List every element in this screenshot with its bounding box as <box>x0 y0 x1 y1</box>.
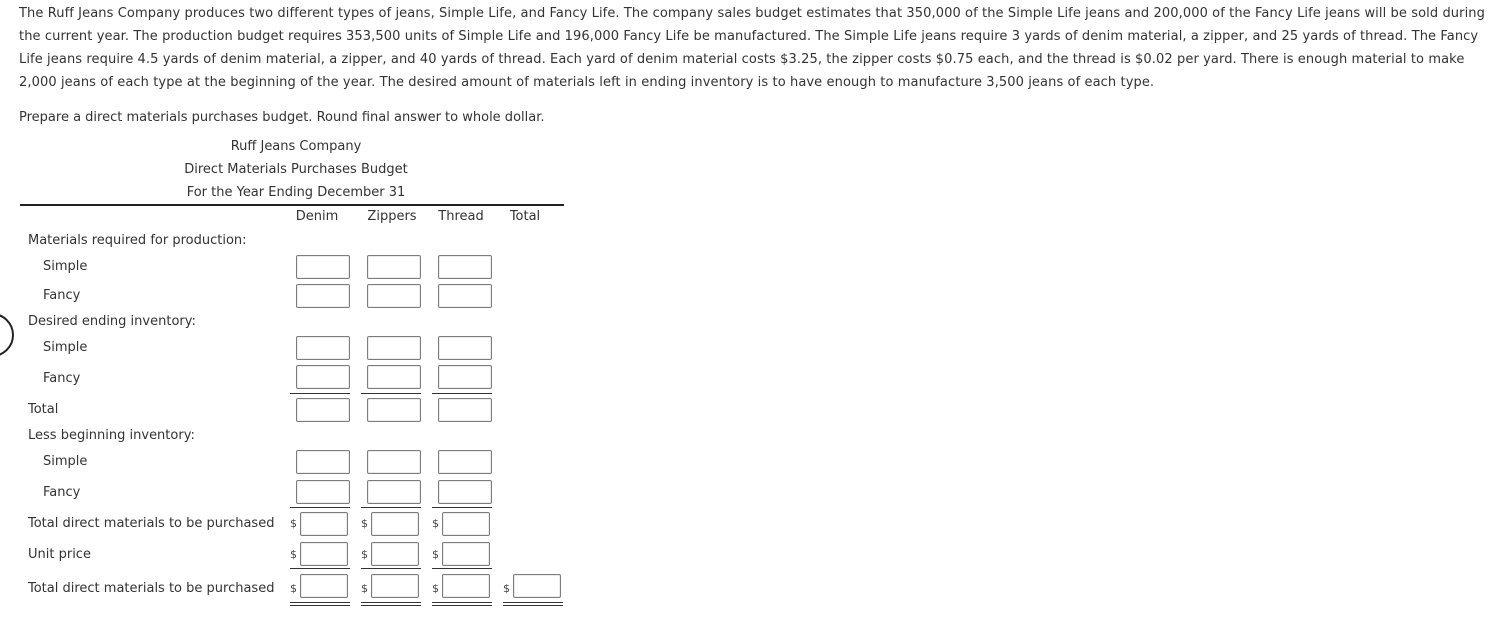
double-rule-zippers-bottom <box>361 605 421 606</box>
tdm1-denim-input[interactable] <box>300 512 348 536</box>
tdm2-total-dollar: $ <box>503 582 510 595</box>
row-label-de-fancy: Fancy <box>43 371 81 386</box>
row-label-mr-simple: Simple <box>43 259 88 274</box>
double-rule-total-top <box>503 602 563 603</box>
row-label-total-direct-1: Total direct materials to be purchased <box>28 516 275 531</box>
mr-simple-thread-input[interactable] <box>438 255 492 279</box>
column-header-total: Total <box>509 209 541 224</box>
column-header-denim: Denim <box>295 209 339 224</box>
tdm1-denim-dollar: $ <box>290 517 297 530</box>
purchases-rule-denim <box>290 507 350 508</box>
header-rule <box>20 204 564 206</box>
budget-period: For the Year Ending December 31 <box>186 185 406 200</box>
row-label-lb-simple: Simple <box>43 454 88 469</box>
de-simple-thread-input[interactable] <box>438 336 492 360</box>
row-label-lb-fancy: Fancy <box>43 485 81 500</box>
double-rule-denim-bottom <box>290 605 350 606</box>
double-rule-thread-top <box>432 602 492 603</box>
mr-fancy-thread-input[interactable] <box>438 284 492 308</box>
tdm2-zippers-input[interactable] <box>371 574 419 598</box>
double-rule-zippers-top <box>361 602 421 603</box>
tdm1-zippers-input[interactable] <box>371 512 419 536</box>
row-label-less-beginning: Less beginning inventory: <box>28 428 195 443</box>
mr-simple-denim-input[interactable] <box>296 255 350 279</box>
price-rule-thread <box>432 568 492 569</box>
row-label-de-simple: Simple <box>43 340 88 355</box>
row-label-total-direct-2: Total direct materials to be purchased <box>28 581 275 596</box>
lb-simple-thread-input[interactable] <box>438 450 492 474</box>
purchases-rule-thread <box>432 507 492 508</box>
lb-fancy-thread-input[interactable] <box>438 480 492 504</box>
total-denim-input[interactable] <box>296 398 350 422</box>
price-zippers-dollar: $ <box>361 548 368 561</box>
double-rule-denim-top <box>290 602 350 603</box>
de-simple-zippers-input[interactable] <box>367 336 421 360</box>
purchases-rule-zippers <box>361 507 421 508</box>
subtotal-rule-denim <box>290 393 350 394</box>
tdm2-total-input[interactable] <box>513 574 561 598</box>
tdm2-zippers-dollar: $ <box>361 582 368 595</box>
tdm2-denim-dollar: $ <box>290 582 297 595</box>
problem-text: The Ruff Jeans Company produces two different types of jeans, Simple Life, and Fancy Life. The company sales budget estimates that 350,000 of the Simple Life jeans and 200,000 of the Fancy Life jeans will be sold during the current year. The production budget requires 353,500 units of Simple Life and 196,000 Fancy Life be manufactured. The Simple Life jeans require 3 yards of denim material, a zipper, and 25 yards of thread. The Fancy Life jeans require 4.5 yards of denim material, a zipper, and 40 yards of thread. Each yard of denim material costs $3.25, the zipper costs $0.75 each, and the thread is $0.02 per yard. There is enough material to make 2,000 jeans of each type at the beginning of the year. The desired amount of materials left in ending inventory is to have enough to manufacture 3,500 jeans of each type. <box>19 6 1485 90</box>
lb-simple-zippers-input[interactable] <box>367 450 421 474</box>
tdm2-thread-input[interactable] <box>442 574 490 598</box>
total-zippers-input[interactable] <box>367 398 421 422</box>
price-zippers-input[interactable] <box>371 542 419 566</box>
row-label-desired-ending: Desired ending inventory: <box>28 314 196 329</box>
price-denim-dollar: $ <box>290 548 297 561</box>
lb-simple-denim-input[interactable] <box>296 450 350 474</box>
row-label-mr-fancy: Fancy <box>43 288 81 303</box>
lb-fancy-zippers-input[interactable] <box>367 480 421 504</box>
tdm1-zippers-dollar: $ <box>361 517 368 530</box>
tdm2-thread-dollar: $ <box>432 582 439 595</box>
de-fancy-thread-input[interactable] <box>438 365 492 389</box>
double-rule-total-bottom <box>503 605 563 606</box>
row-label-unit-price: Unit price <box>28 547 91 562</box>
lb-fancy-denim-input[interactable] <box>296 480 350 504</box>
double-rule-thread-bottom <box>432 605 492 606</box>
edge-circle-icon <box>0 313 14 357</box>
price-rule-zippers <box>361 568 421 569</box>
company-name: Ruff Jeans Company <box>230 139 362 154</box>
row-label-total: Total <box>28 402 59 417</box>
column-header-zippers: Zippers <box>367 209 417 224</box>
total-thread-input[interactable] <box>438 398 492 422</box>
price-rule-denim <box>290 568 350 569</box>
subtotal-rule-zippers <box>361 393 421 394</box>
column-header-thread: Thread <box>438 209 484 224</box>
tdm1-thread-input[interactable] <box>442 512 490 536</box>
price-denim-input[interactable] <box>300 542 348 566</box>
price-thread-dollar: $ <box>432 548 439 561</box>
row-label-materials-required: Materials required for production: <box>28 233 247 248</box>
de-simple-denim-input[interactable] <box>296 336 350 360</box>
subtotal-rule-thread <box>432 393 492 394</box>
tdm2-denim-input[interactable] <box>300 574 348 598</box>
de-fancy-zippers-input[interactable] <box>367 365 421 389</box>
mr-simple-zippers-input[interactable] <box>367 255 421 279</box>
tdm1-thread-dollar: $ <box>432 517 439 530</box>
de-fancy-denim-input[interactable] <box>296 365 350 389</box>
mr-fancy-zippers-input[interactable] <box>367 284 421 308</box>
budget-title: Direct Materials Purchases Budget <box>184 162 408 177</box>
mr-fancy-denim-input[interactable] <box>296 284 350 308</box>
instruction-text: Prepare a direct materials purchases budget. Round final answer to whole dollar. <box>19 110 545 125</box>
price-thread-input[interactable] <box>442 542 490 566</box>
